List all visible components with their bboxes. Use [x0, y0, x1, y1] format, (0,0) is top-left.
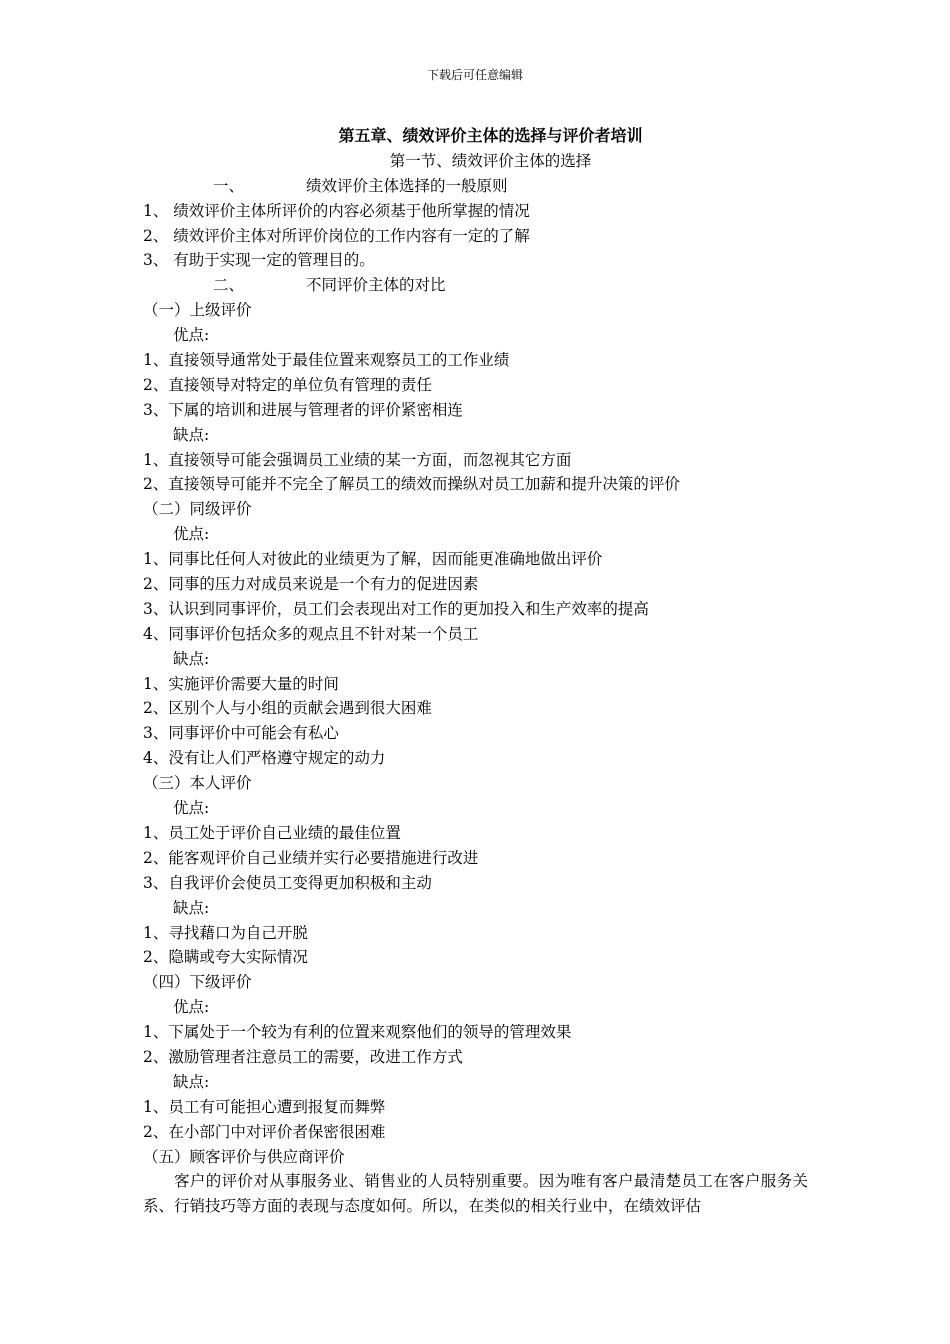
list-item: 3、同事评价中可能会有私心: [143, 724, 339, 743]
heading-two-number: 二、: [213, 276, 245, 295]
list-item: 1、同事比任何人对彼此的业绩更为了解，因而能更准确地做出评价: [143, 550, 603, 569]
heading-two: [143, 273, 808, 298]
list-item: 3、认识到同事评价，员工们会表现出对工作的更加投入和生产效率的提高: [143, 599, 649, 618]
subsection-title: （三）本人评价: [143, 774, 252, 793]
pros-label: 优点:: [173, 799, 210, 818]
list-item: 1、员工处于评价自己业绩的最佳位置: [143, 823, 401, 842]
list-item: 2、区别个人与小组的贡献会遇到很大困难: [143, 699, 432, 718]
subsection-title: （二）同级评价: [143, 500, 252, 519]
document-body: [143, 124, 808, 1219]
subsection-title: （四）下级评价: [143, 973, 252, 992]
subsection-title: （五）顾客评价与供应商评价: [143, 1147, 345, 1166]
pros-label: 优点:: [173, 326, 210, 345]
pros-label: 优点:: [173, 525, 210, 544]
list-item: 4、同事评价包括众多的观点且不针对某一个员工: [143, 624, 479, 643]
section-title: 第一节、绩效评价主体的选择: [389, 151, 592, 170]
list-item: 2、在小部门中对评价者保密很困难: [143, 1122, 386, 1141]
body-paragraph: 客户的评价对从事服务业、销售业的人员特别重要。因为唯有客户最清楚员工在客户服务关系、行销技巧等方面的表现与态度如何。所以，在类似的相关行业中，在绩效评估: [143, 1172, 808, 1216]
list-item: 1、直接领导可能会强调员工业绩的某一方面，而忽视其它方面: [143, 450, 572, 469]
list-item: 1、下属处于一个较为有利的位置来观察他们的领导的管理效果: [143, 1023, 572, 1042]
list-item: 2、同事的压力对成员来说是一个有力的促进因素: [143, 575, 479, 594]
principle-item: 2、 绩效评价主体对所评价岗位的工作内容有一定的了解: [143, 226, 530, 245]
list-item: 1、寻找藉口为自己开脱: [143, 923, 308, 942]
list-item: 3、下属的培训和进展与管理者的评价紧密相连: [143, 400, 463, 419]
heading-two-text: 不同评价主体的对比: [306, 276, 446, 295]
list-item: 1、员工有可能担心遭到报复而舞弊: [143, 1097, 386, 1116]
list-item: 2、激励管理者注意员工的需要，改进工作方式: [143, 1047, 463, 1066]
cons-label: 缺点:: [173, 898, 210, 917]
cons-label: 缺点:: [173, 425, 210, 444]
pros-label: 优点:: [173, 998, 210, 1017]
list-item: 1、直接领导通常处于最佳位置来观察员工的工作业绩: [143, 351, 510, 370]
list-item: 2、直接领导对特定的单位负有管理的责任: [143, 375, 432, 394]
heading-one-number: 一、: [213, 176, 245, 195]
page-header: 下载后可任意编辑: [426, 68, 523, 82]
heading-one: [143, 174, 808, 199]
list-item: 2、隐瞒或夸大实际情况: [143, 948, 308, 967]
list-item: 2、能客观评价自己业绩并实行必要措施进行改进: [143, 848, 479, 867]
cons-label: 缺点:: [173, 649, 210, 668]
list-item: 2、直接领导可能并不完全了解员工的绩效而操纵对员工加薪和提升决策的评价: [143, 475, 680, 494]
list-item: 1、实施评价需要大量的时间: [143, 674, 339, 693]
list-item: 3、自我评价会使员工变得更加积极和主动: [143, 873, 432, 892]
heading-one-text: 绩效评价主体选择的一般原则: [306, 176, 508, 195]
principle-item: 1、 绩效评价主体所评价的内容必须基于他所掌握的情况: [143, 201, 530, 220]
subsection-title: （一）上级评价: [143, 301, 252, 320]
list-item: 4、没有让人们严格遵守规定的动力: [143, 749, 386, 768]
principle-item: 3、 有助于实现一定的管理目的。: [143, 251, 375, 270]
cons-label: 缺点:: [173, 1072, 210, 1091]
chapter-title: 第五章、绩效评价主体的选择与评价者培训: [338, 126, 643, 145]
